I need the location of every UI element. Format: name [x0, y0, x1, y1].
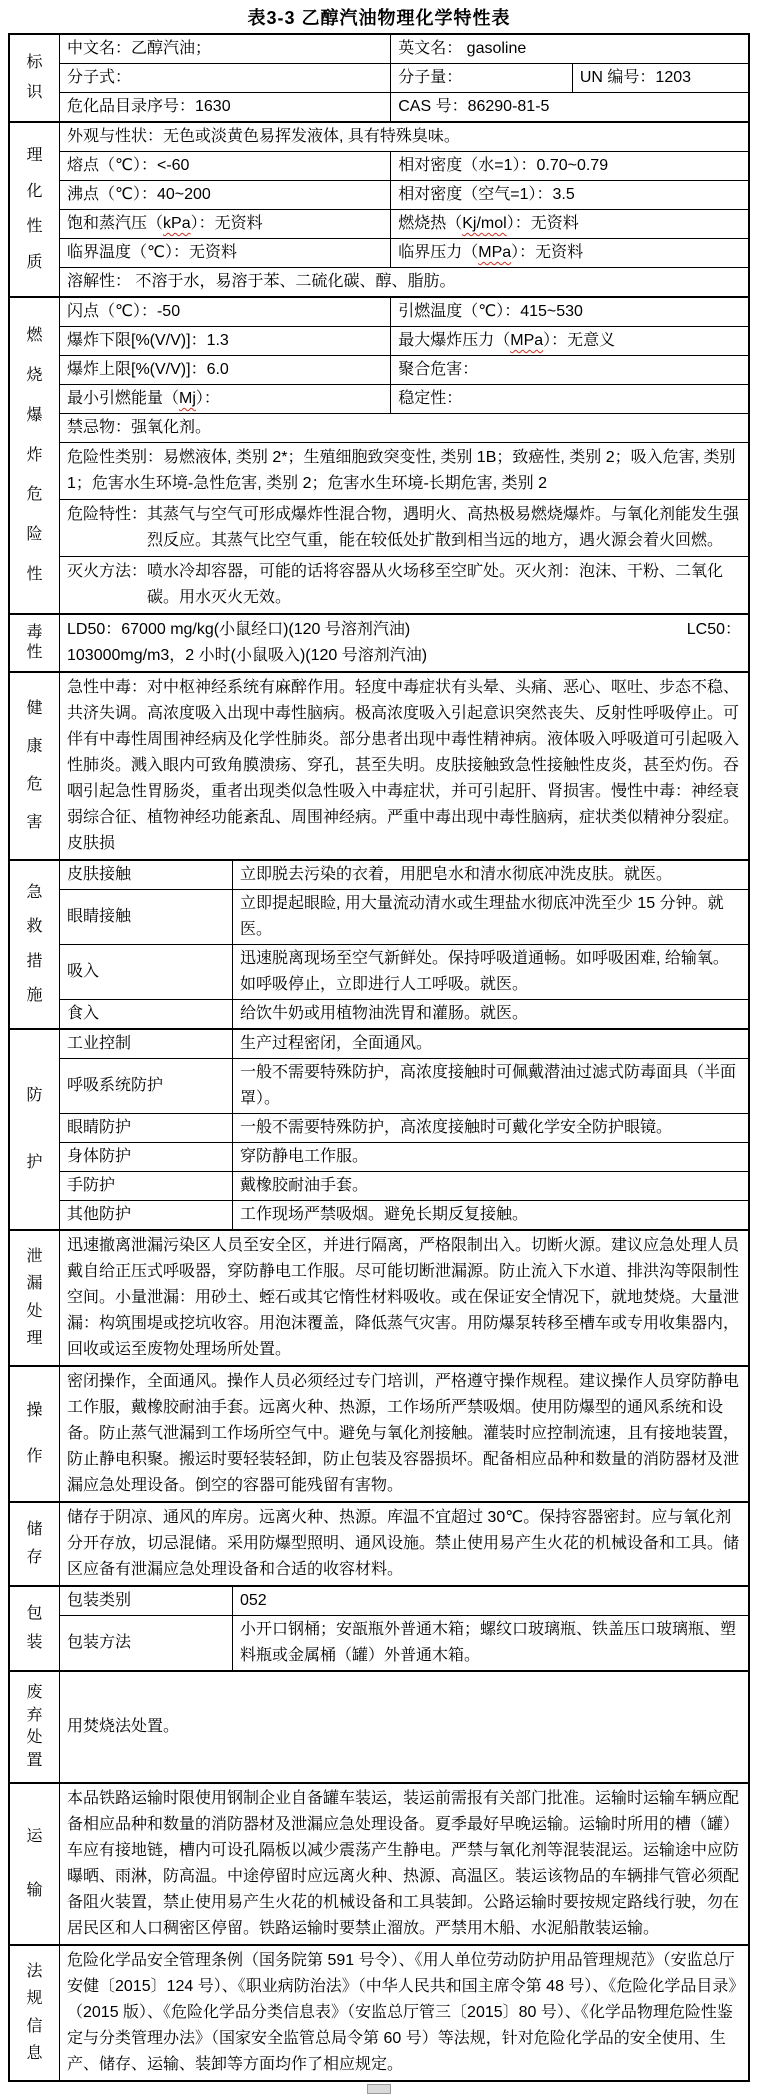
relative-density-air: 相对密度（空气=1）：3.5 [390, 181, 748, 209]
section-label-physchem: 理 化 性 质 [10, 123, 60, 296]
first-aid-ingestion-label: 食入 [67, 1005, 100, 1022]
section-label-toxicity: 毒 性 [10, 615, 60, 671]
first-aid-skin-label: 皮肤接触 [67, 866, 132, 883]
hand-protection-label: 手防护 [67, 1177, 116, 1194]
section-toxicity [10, 613, 748, 671]
leak-handling-text: 迅速撤离泄漏污染区人员至安全区，并进行隔离，严格限制出入。切断火源。建议应急处理人员戴自给正压式呼吸器，穿防静电工作服。尽可能切断泄漏源。防止流入下水道、排洪沟等限制性空间。小量泄漏：用砂土、蛭石或其它惰性材料吸收。或在保证安全情况下，就地焚烧。大量泄漏：构筑围堤或挖坑收容。用泡沫覆盖，降低蒸气灾害。用防爆泵转移至槽车或专用收集器内，回收或运至废物处理场所处置。 [67, 1237, 740, 1358]
first-aid-inhalation-label: 吸入 [67, 963, 100, 980]
section-first-aid [10, 859, 748, 1028]
molecular-formula: 分子式： [67, 69, 132, 86]
hazard-class: 危险性类别：易燃液体, 类别 2*；生殖细胞致突变性, 类别 1B；致癌性, 类别 2；吸入危害, 类别 1；危害水生环境-急性危害, 类别 2；危害水生环境-长期危害, 类别 2 [67, 449, 736, 492]
section-label-identification: 标 识 [10, 35, 60, 121]
transport-text: 本品铁路运输时限使用钢制企业自备罐车装运，装运前需报有关部门批准。运输时运输车辆应配备相应品种和数量的消防器材及泄漏应急处理设备。夏季最好早晚运输。运输时所用的槽（罐）车应有接地链，槽内可设孔隔板以减少震荡产生静电。严禁与氧化剂等混装混运。运输途中应防曝晒、雨淋，防高温。中途停留时应远离火种、热源、高温区。装运该物品的车辆排气管必须配备阻火装置，禁止使用易产生火花的机械设备和工具装卸。公路运输时要按规定路线行驶，勿在居民区和人口稠密区停留。铁路运输时要禁止溜放。严禁用木船、水泥船散装运输。 [67, 1790, 740, 1937]
flash-point: 闪点（℃）：-50 [67, 303, 181, 320]
packaging-class-value: 052 [232, 1587, 748, 1615]
first-aid-skin-value: 立即脱去污染的衣着，用肥皂水和清水彻底冲洗皮肤。就医。 [232, 861, 748, 889]
section-health-hazard [10, 671, 748, 859]
explosion-upper-limit: 爆炸上限[%(V/V)]：6.0 [67, 361, 229, 378]
english-name: 英文名： gasoline [390, 35, 748, 63]
page-scroll-artifact [367, 2084, 391, 2094]
section-disposal [10, 1670, 748, 1782]
first-aid-inhalation-value: 迅速脱离现场至空气新鲜处。保持呼吸道通畅。如呼吸困难, 给输氧。如呼吸停止，立即进行人工呼吸。就医。 [232, 945, 748, 999]
section-label-health-hazard: 健 康 危 害 [10, 673, 60, 859]
regulation-text: 危险化学品安全管理条例（国务院第 591 号令）、《用人单位劳动防护用品管理规范》（安监总厅安健〔2015〕124 号）、《职业病防治法》（中华人民共和国主席令第 48 号）、《危险化学品目录》（2015 版）、《危险化学品分类信息表》（安监总厅管三〔2015〕80 号）、《化学品物理危险性鉴定与分类管理办法》（国家安全监管总局令第 60 号）等法规，针对危险化学品的安全使用、生产、储存、运输、装卸等方面均作了相应规定。 [67, 1952, 737, 2073]
hazard-characteristics: 危险特性：其蒸气与空气可形成爆炸性混合物，遇明火、高热极易燃烧爆炸。与氧化剂能发生强烈反应。其蒸气比空气重，能在较低处扩散到相当远的地方，遇火源会着火回燃。 [67, 506, 740, 549]
body-protection-value: 穿防静电工作服。 [232, 1143, 748, 1171]
boiling-point: 沸点（℃）：40~200 [67, 186, 211, 203]
other-protection-value: 工作现场严禁吸烟。避免长期反复接触。 [232, 1201, 748, 1229]
molecular-weight: 分子量： [390, 64, 572, 92]
fire-fighting-method: 灭火方法：喷水冷却容器，可能的话将容器从火场移至空旷处。灭火剂：泡沫、干粉、二氧化碳。用水灭火无效。 [67, 563, 724, 606]
body-protection-label: 身体防护 [67, 1148, 132, 1165]
section-label-first-aid: 急 救 措 施 [10, 861, 60, 1028]
appearance: 外观与性状：无色或淡黄色易挥发液体, 具有特殊臭味。 [67, 128, 460, 145]
respiratory-protection-value: 一般不需要特殊防护，高浓度接触时可佩戴潜油过滤式防毒面具（半面罩）。 [232, 1059, 748, 1113]
section-leak-handling [10, 1229, 748, 1365]
explosion-lower-limit: 爆炸下限[%(V/V)]：1.3 [67, 332, 229, 349]
saturated-vapor-pressure: 饱和蒸汽压（kPa）：无资料 [67, 215, 263, 232]
section-label-operation: 操 作 [10, 1367, 60, 1501]
packaging-method-value: 小开口钢桶；安瓿瓶外普通木箱；螺纹口玻璃瓶、铁盖压口玻璃瓶、塑料瓶或金属桶（罐）外普通木箱。 [232, 1616, 748, 1670]
spec-table [8, 33, 750, 2082]
ld50-value: LD50：67000 mg/kg(小鼠经口)(120 号溶剂汽油) [67, 621, 411, 638]
page-title: 表3-3 乙醇汽油物理化学特性表 [247, 8, 511, 28]
min-ignition-energy: 最小引燃能量（Mj）： [67, 390, 220, 407]
section-physchem [10, 121, 748, 296]
section-identification [10, 35, 748, 121]
stability: 稳定性： [390, 385, 748, 413]
industrial-control-value: 生产过程密闭，全面通风。 [232, 1030, 748, 1058]
un-number: UN 编号：1203 [572, 64, 748, 92]
melting-point: 熔点（℃）：<-60 [67, 157, 190, 174]
lc50-value: 103000mg/m3，2 小时(小鼠吸入)(120 号溶剂汽油) [67, 647, 428, 664]
combustion-heat: 燃烧热（Kj/mol）：无资料 [390, 210, 748, 238]
other-protection-label: 其他防护 [67, 1206, 132, 1223]
polymerization-hazard: 聚合危害： [390, 356, 748, 384]
respiratory-protection-label: 呼吸系统防护 [67, 1077, 164, 1094]
section-label-packaging: 包 装 [10, 1587, 60, 1670]
section-transport [10, 1782, 748, 1944]
health-hazard-text: 急性中毒：对中枢神经系统有麻醉作用。轻度中毒症状有头晕、头痛、恶心、呕吐、步态不稳、共济失调。高浓度吸入出现中毒性脑病。极高浓度吸入引起意识突然丧失、反射性呼吸停止。可伴有中毒性周围神经病及化学性肺炎。部分患者出现中毒性精神病。液体吸入呼吸道可引起吸入性肺炎。溅入眼内可致角膜溃疡、穿孔，甚至失明。皮肤接触致急性接触性皮炎，甚至灼伤。吞咽引起急性胃肠炎，重者出现类似急性吸入中毒症状，并可引起肝、肾损害。慢性中毒：神经衰弱综合征、植物神经功能紊乱、周围神经病。严重中毒出现中毒性脑病，症状类似精神分裂症。皮肤损 [67, 679, 740, 852]
section-label-transport: 运 输 [10, 1784, 60, 1944]
section-label-regulation: 法 规 信 息 [10, 1946, 60, 2080]
ignition-temperature: 引燃温度（℃）：415~530 [390, 298, 748, 326]
lc50-label: LC50： [686, 621, 741, 638]
industrial-control-label: 工业控制 [67, 1035, 132, 1052]
toxicity-values [60, 615, 748, 671]
catalog-number: 危化品目录序号：1630 [67, 98, 231, 115]
section-regulation [10, 1944, 748, 2080]
section-explosion-hazard [10, 296, 748, 613]
relative-density-water: 相对密度（水=1）：0.70~0.79 [390, 152, 748, 180]
first-aid-eye-value: 立即提起眼睑, 用大量流动清水或生理盐水彻底冲洗至少 15 分钟。就医。 [232, 890, 748, 944]
section-label-disposal: 废 弃 处 置 [10, 1672, 60, 1782]
packaging-method-label: 包装方法 [67, 1634, 132, 1651]
eye-protection-label: 眼睛防护 [67, 1119, 132, 1136]
operation-text: 密闭操作，全面通风。操作人员必须经过专门培训，严格遵守操作规程。建议操作人员穿防静电工作服，戴橡胶耐油手套。远离火种、热源，工作场所严禁吸烟。使用防爆型的通风系统和设备。防止蒸气泄漏到工作场所空气中。避免与氧化剂接触。灌装时应控制流速，且有接地装置，防止静电积聚。搬运时要轻装轻卸，防止包装及容器损坏。配备相应品种和数量的消防器材及泄漏应急处理设备。倒空的容器可能残留有害物。 [67, 1373, 740, 1494]
storage-text: 储存于阴凉、通风的库房。远离火种、热源。库温不宜超过 30℃。保持容器密封。应与氧化剂分开存放，切忌混储。采用防爆型照明、通风设施。禁止使用易产生火花的机械设备和工具。储区应备有泄漏应急处理设备和合适的收容材料。 [67, 1509, 740, 1578]
hand-protection-value: 戴橡胶耐油手套。 [232, 1172, 748, 1200]
section-label-leak-handling: 泄 漏 处 理 [10, 1231, 60, 1365]
section-storage [10, 1501, 748, 1585]
section-protection [10, 1028, 748, 1229]
section-packaging [10, 1585, 748, 1670]
first-aid-eye-label: 眼睛接触 [67, 908, 132, 925]
critical-temperature: 临界温度（℃）：无资料 [67, 244, 237, 261]
chinese-name: 中文名：乙醇汽油； [67, 40, 212, 57]
section-label-explosion-hazard: 燃 烧 爆 炸 危 险 性 [10, 298, 60, 613]
section-operation [10, 1365, 748, 1501]
incompatibilities: 禁忌物：强氧化剂。 [67, 419, 212, 436]
solubility: 溶解性： 不溶于水，易溶于苯、二硫化碳、醇、脂肪。 [67, 273, 456, 290]
disposal-text: 用焚烧法处置。 [67, 1718, 180, 1735]
max-explosion-pressure: 最大爆炸压力（MPa）：无意义 [390, 327, 748, 355]
section-label-storage: 储 存 [10, 1503, 60, 1585]
critical-pressure: 临界压力（MPa）：无资料 [390, 239, 748, 267]
eye-protection-value: 一般不需要特殊防护，高浓度接触时可戴化学安全防护眼镜。 [232, 1114, 748, 1142]
packaging-class-label: 包装类别 [67, 1592, 132, 1609]
section-label-protection: 防 护 [10, 1030, 60, 1229]
cas-number: CAS 号：86290-81-5 [390, 93, 748, 121]
first-aid-ingestion-value: 给饮牛奶或用植物油洗胃和灌肠。就医。 [232, 1000, 748, 1028]
